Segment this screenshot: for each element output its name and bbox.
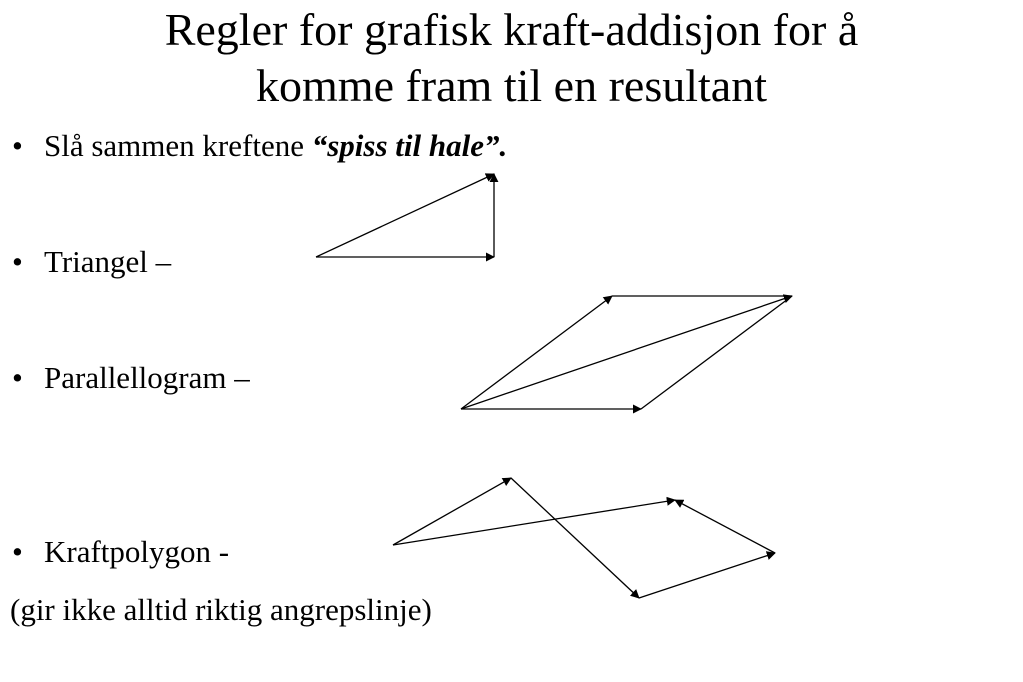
polygon-resultant [393, 500, 675, 545]
force-polygon-diagram [393, 478, 775, 598]
bullet-text: Kraftpolygon - [44, 534, 230, 569]
polygon-vector-2 [511, 478, 639, 598]
bullet-marker: • [12, 244, 23, 279]
triangle-diagram [316, 174, 494, 257]
force-polygon-note: (gir ikke alltid riktig angrepslinje) [10, 592, 432, 627]
parallelogram-edge-right [641, 296, 792, 409]
bullet-emphasis: “spiss til hale”. [311, 128, 508, 163]
parallelogram-vector-left [461, 296, 612, 409]
bullet-text: Triangel – [44, 244, 172, 279]
polygon-vector-3 [639, 553, 775, 598]
title-line-1: Regler for grafisk kraft-addisjon for å [164, 4, 859, 55]
parallelogram-diagram [461, 296, 792, 409]
triangle-resultant [316, 174, 494, 257]
bullet-text: Parallellogram – [44, 360, 250, 395]
bullet-marker: • [12, 534, 23, 569]
polygon-vector-4 [675, 500, 775, 553]
bullet-text: Slå sammen kreftene [44, 128, 312, 163]
title-line-2: komme fram til en resultant [256, 60, 767, 111]
parallelogram-resultant [461, 296, 792, 409]
bullet-marker: • [12, 360, 23, 395]
bullet-marker: • [12, 128, 23, 163]
